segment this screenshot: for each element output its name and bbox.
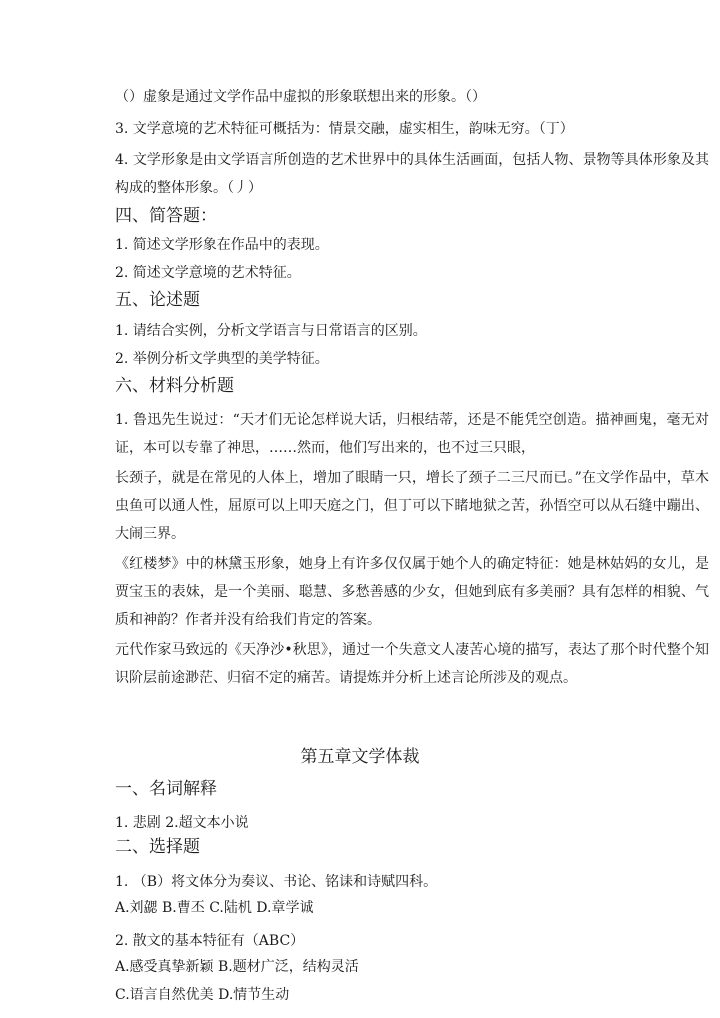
paragraph: 长颈子，就是在常见的人体上，增加了眼睛一只，增长了颈子二三尺而已。”在文学作品中，草木虫鱼可以通人性，屈原可以上叩天庭之门，但丁可以下睹地狱之苦，孙悟空可以从石缝中蹦出、大闹三界。: [115, 470, 709, 542]
list-item: 2. 举例分析文学典型的美学特征。: [115, 351, 329, 367]
options-line: A.感受真挚新颖 B.题材广泛，结构灵活: [115, 959, 359, 975]
list-item: 1. 简述文学形象在作品中的表现。: [115, 237, 329, 253]
section-heading: 二、选择题: [115, 837, 200, 857]
list-item: 1. 请结合实例，分析文学语言与日常语言的区别。: [115, 323, 427, 339]
question-line: 1. （B）将文体分为奏议、书论、铭诔和诗赋四科。: [115, 874, 438, 890]
options-line: A.刘勰 B.曹丕 C.陆机 D.章学诚: [115, 900, 314, 916]
paragraph: 1. 鲁迅先生说过：“天才们无论怎样说大话，归根结蒂，还是不能凭空创造。描神画鬼，毫无对证，本可以专靠了神思，……然而，他们写出来的，也不过三只眼，: [115, 412, 709, 456]
section-heading: 一、名词解释: [115, 779, 217, 799]
question-line: （）虚象是通过文学作品中虚拟的形象联想出来的形象。（）: [115, 89, 486, 105]
section-heading: 六、材料分析题: [115, 376, 234, 396]
chapter-title: 第五章文学体裁: [300, 747, 420, 767]
paragraph: 《红楼梦》中的林黛玉形象，她身上有许多仅仅属于她个人的确定特征：她是林姑妈的女儿，是贾宝玉的表妹，是一个美丽、聪慧、多愁善感的少女，但她到底有多美丽？具有怎样的相貌、气质和神韵？作者并没有给我们肯定的答案。: [115, 556, 709, 628]
question-line: 3. 文学意境的艺术特征可概括为：情景交融，虚实相生，韵味无穷。（丁）: [115, 121, 574, 137]
list-item: 1. 悲剧 2.超文本小说: [115, 815, 249, 831]
paragraph: 元代作家马致远的《天净沙•秋思》，通过一个失意文人凄苦心境的描写，表达了那个时代整个知识阶层前途渺茫、归宿不定的痛苦。请提炼并分析上述言论所涉及的观点。: [115, 642, 709, 686]
list-item: 2. 简述文学意境的艺术特征。: [115, 265, 301, 281]
section-heading: 五、论述题: [115, 290, 200, 310]
options-line: C.语言自然优美 D.情节生动: [115, 987, 290, 1003]
section-heading: 四、简答题：: [115, 206, 217, 226]
question-line: 4. 文学形象是由文学语言所创造的艺术世界中的具体生活画面，包括人物、景物等具体形象及其构成的整体形象。（丿）: [115, 152, 709, 196]
question-line: 2. 散文的基本特征有（ABC）: [115, 933, 305, 949]
